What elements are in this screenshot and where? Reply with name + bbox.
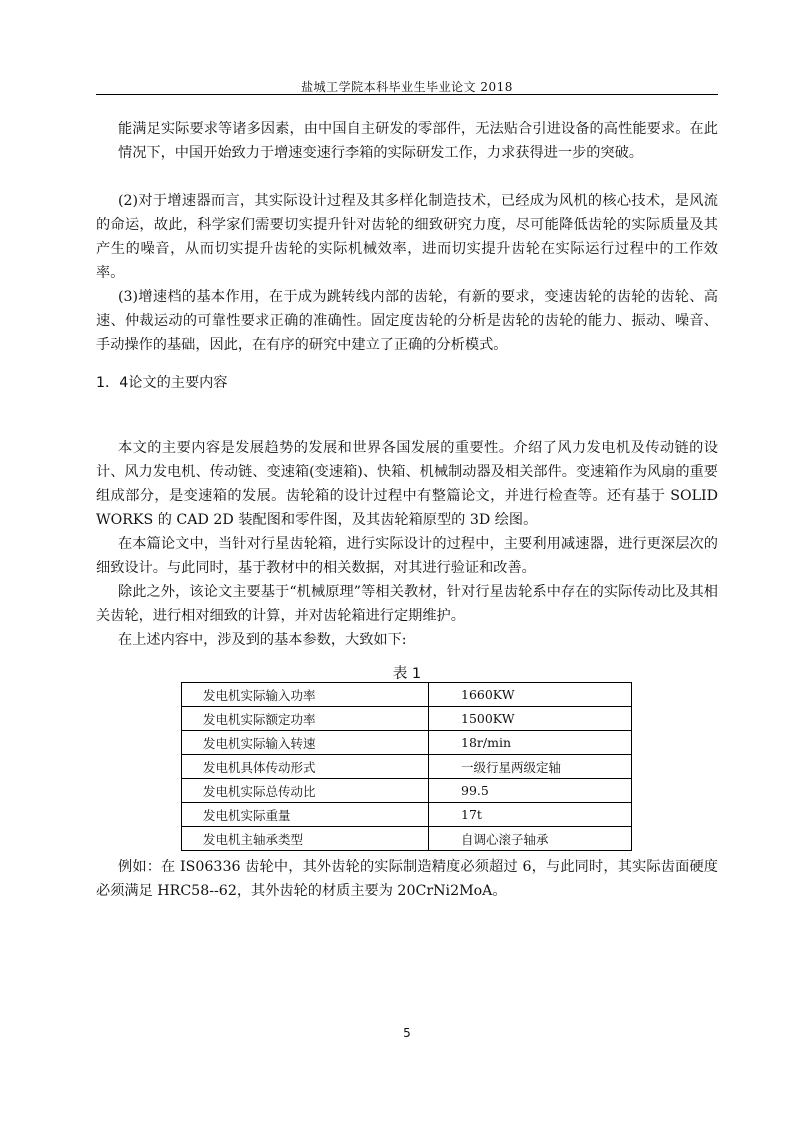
parameter-label: 发电机实际输入功率	[182, 683, 429, 707]
parameter-value: 99.5	[429, 779, 632, 803]
table-row	[182, 779, 632, 803]
header-divider	[96, 94, 718, 95]
parameter-label: 发电机实际重量	[182, 803, 429, 827]
running-header: 盐城工学院本科毕业生毕业论文 2018	[301, 80, 513, 94]
parameter-label: 发电机实际额定功率	[182, 707, 429, 731]
parameter-label: 发电机实际总传动比	[182, 779, 429, 803]
parameter-value: 18r/min	[429, 731, 632, 755]
parameter-table	[181, 682, 632, 851]
parameter-label: 发电机具体传动形式	[182, 755, 429, 779]
table-row	[182, 731, 632, 755]
table-row	[182, 707, 632, 731]
parameter-value: 自调心滚子轴承	[429, 827, 632, 851]
section-heading: 1．4论文的主要内容	[96, 375, 228, 391]
paragraph-example: 例如：在 IS06336 齿轮中，其外齿轮的实际制造精度必须超过 6，与此同时，其实际齿面硬度必须满足 HRC58--62，其外齿轮的材质主要为 20CrNi2MoA。	[96, 859, 718, 899]
page-number: 5	[403, 1026, 411, 1040]
paragraph-table-intro: 在上述内容中，涉及到的基本参数，大致如下:	[118, 632, 407, 648]
parameter-label: 发电机实际输入转速	[182, 731, 429, 755]
paragraph-mechanism-principle: 除此之外，该论文主要基于“机械原理”等相关教材，针对行星齿轮系中存在的实际传动比及其相关齿轮，进行相对细致的计算，并对齿轮箱进行定期维护。	[96, 584, 718, 624]
table-row	[182, 803, 632, 827]
table-caption: 表 1	[392, 666, 422, 682]
table-row	[182, 683, 632, 707]
paragraph-point-3: (3)增速档的基本作用，在于成为跳转线内部的齿轮，有新的要求，变速齿轮的齿轮的齿轮、高速、仲裁运动的可靠性要求正确的准确性。固定度齿轮的分析是齿轮的齿轮的能力、振动、噪音、手动操作的基础，因此，在有序的研究中建立了正确的分析模式。	[96, 289, 718, 353]
parameter-label: 发电机主轴承类型	[182, 827, 429, 851]
paragraph-main-content: 本文的主要内容是发展趋势的发展和世界各国发展的重要性。介绍了风力发电机及传动链的设计、风力发电机、传动链、变速箱(变速箱)、快箱、机械制动器及相关部件。变速箱作为风扇的重要组成部分，是变速箱的发展。齿轮箱的设计过程中有整篇论文，并进行检查等。还有基于 SOLID WORKS 的 CAD 2D 装配图和零件图，及其齿轮箱原型的 3D 绘图。	[96, 440, 718, 528]
parameter-value: 17t	[429, 803, 632, 827]
table-row	[182, 755, 632, 779]
parameter-value: 1660KW	[429, 683, 632, 707]
table-row	[182, 827, 632, 851]
paragraph-point-2: (2)对于增速器而言，其实际设计过程及其多样化制造技术，已经成为风机的核心技术，是风流的命运，故此，科学家们需要切实提升针对齿轮的细致研究力度，尽可能降低齿轮的实际质量及其产生的噪音，从而切实提升齿轮的实际机械效率，进而切实提升齿轮在实际运行过程中的工作效率。	[96, 193, 718, 281]
parameter-value: 1500KW	[429, 707, 632, 731]
parameter-value: 一级行星两级定轴	[429, 755, 632, 779]
paragraph-planetary-design: 在本篇论文中，当针对行星齿轮箱，进行实际设计的过程中，主要利用减速器，进行更深层次的细致设计。与此同时，基于教材中的相关数据，对其进行验证和改善。	[96, 536, 718, 576]
paragraph-continuation: 能满足实际要求等诸多因素，由中国自主研发的零部件，无法贴合引进设备的高性能要求。在此情况下，中国开始致力于增速变速行李箱的实际研发工作，力求获得进一步的突破。	[118, 121, 718, 161]
